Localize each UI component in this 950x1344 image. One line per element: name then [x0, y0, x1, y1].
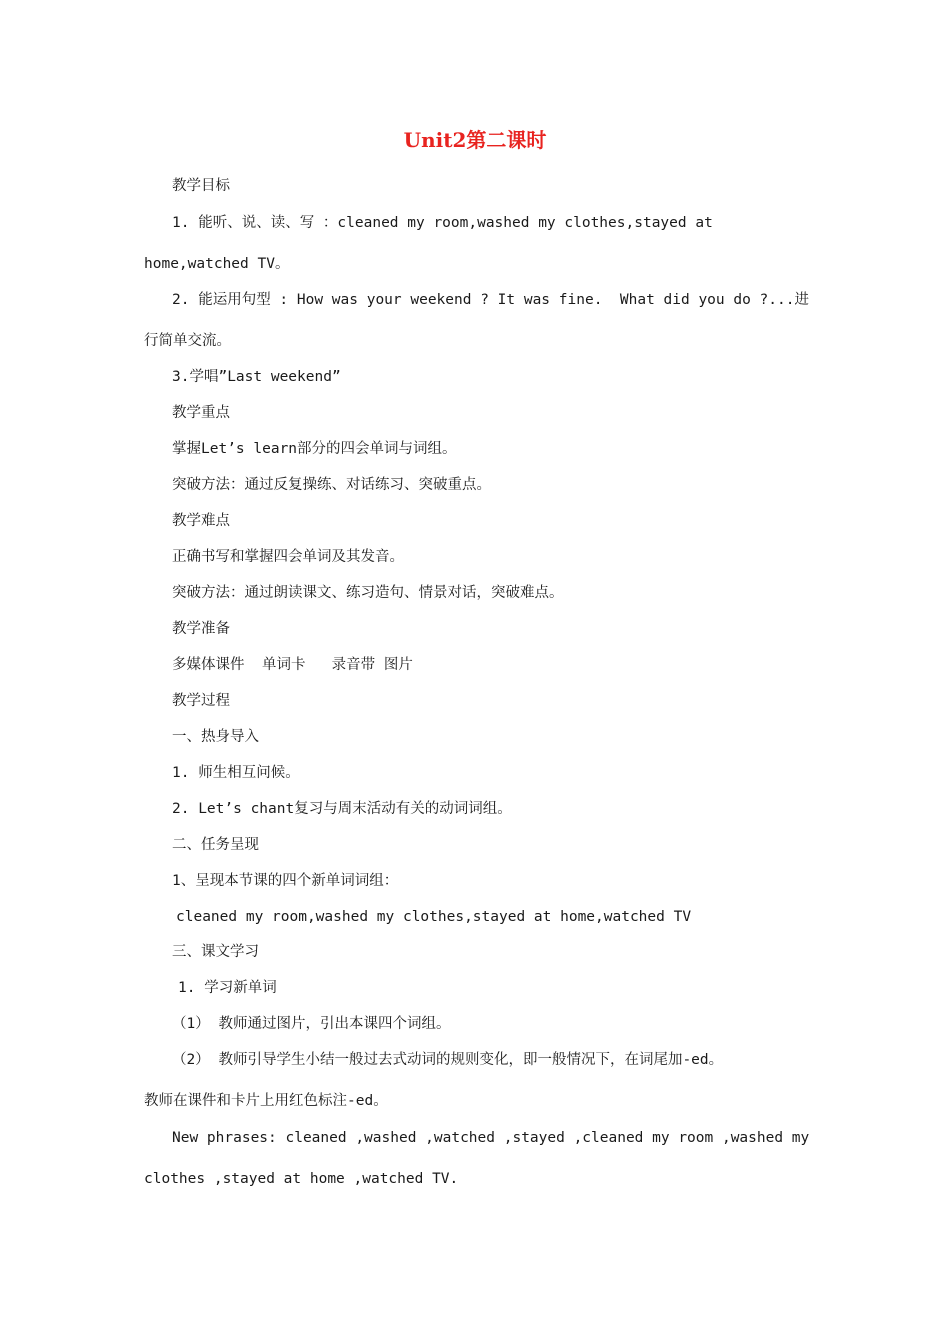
warm-up-step-1: 1. 师生相互问候。: [172, 765, 300, 781]
warm-up-step-2: 2. Let’s chant复习与周末活动有关的动词词组。: [172, 801, 512, 817]
objective-1-line-1: 1. 能听、说、读、写 ：cleaned my room,washed my clothes,stayed at: [172, 215, 713, 231]
heading-preparation: 教学准备: [172, 621, 230, 637]
objective-2-line-1: 2. 能运用句型 : How was your weekend ? It was fine. What did you do ?...进: [172, 292, 809, 308]
objective-3: 3.学唱”Last weekend”: [172, 369, 341, 385]
new-phrases-line-1: New phrases: cleaned ,washed ,watched ,stayed ,cleaned my room ,washed my: [172, 1130, 810, 1146]
new-phrases-list: cleaned my room,washed my clothes,stayed at home,watched TV: [176, 909, 692, 925]
key-point-method: 突破方法：通过反复操练、对话练习、突破重点。: [172, 477, 491, 493]
preparation-items: 多媒体课件 单词卡 录音带 图片: [172, 657, 413, 673]
study-substep-2-line-1: （2） 教师引导学生小结一般过去式动词的规则变化，即一般情况下，在词尾加-ed。: [172, 1052, 724, 1068]
difficulty-method: 突破方法：通过朗读课文、练习造句、情景对话，突破难点。: [172, 585, 564, 601]
new-phrases-line-2: clothes ,stayed at home ,watched TV.: [144, 1171, 459, 1187]
objective-2-line-2: 行简单交流。: [144, 333, 231, 349]
heading-teaching-objectives: 教学目标: [172, 178, 230, 194]
heading-key-points: 教学重点: [172, 405, 230, 421]
section-task-presentation: 二、任务呈现: [172, 837, 259, 853]
study-step-1: 1. 学习新单词: [178, 980, 277, 996]
task-step-1: 1、呈现本节课的四个新单词词组：: [172, 873, 399, 889]
difficulty-text: 正确书写和掌握四会单词及其发音。: [172, 549, 404, 565]
study-substep-2-line-2: 教师在课件和卡片上用红色标注-ed。: [144, 1093, 388, 1109]
section-text-study: 三、课文学习: [172, 944, 259, 960]
key-point-text: 掌握Let’s learn部分的四会单词与词组。: [172, 441, 457, 457]
heading-process: 教学过程: [172, 693, 230, 709]
objective-1-line-2: home,watched TV。: [144, 256, 290, 272]
section-warm-up: 一、热身导入: [172, 729, 259, 745]
heading-difficulties: 教学难点: [172, 513, 230, 529]
document-title: Unit2第二课时: [403, 128, 547, 152]
study-substep-1: （1） 教师通过图片，引出本课四个词组。: [172, 1016, 451, 1032]
